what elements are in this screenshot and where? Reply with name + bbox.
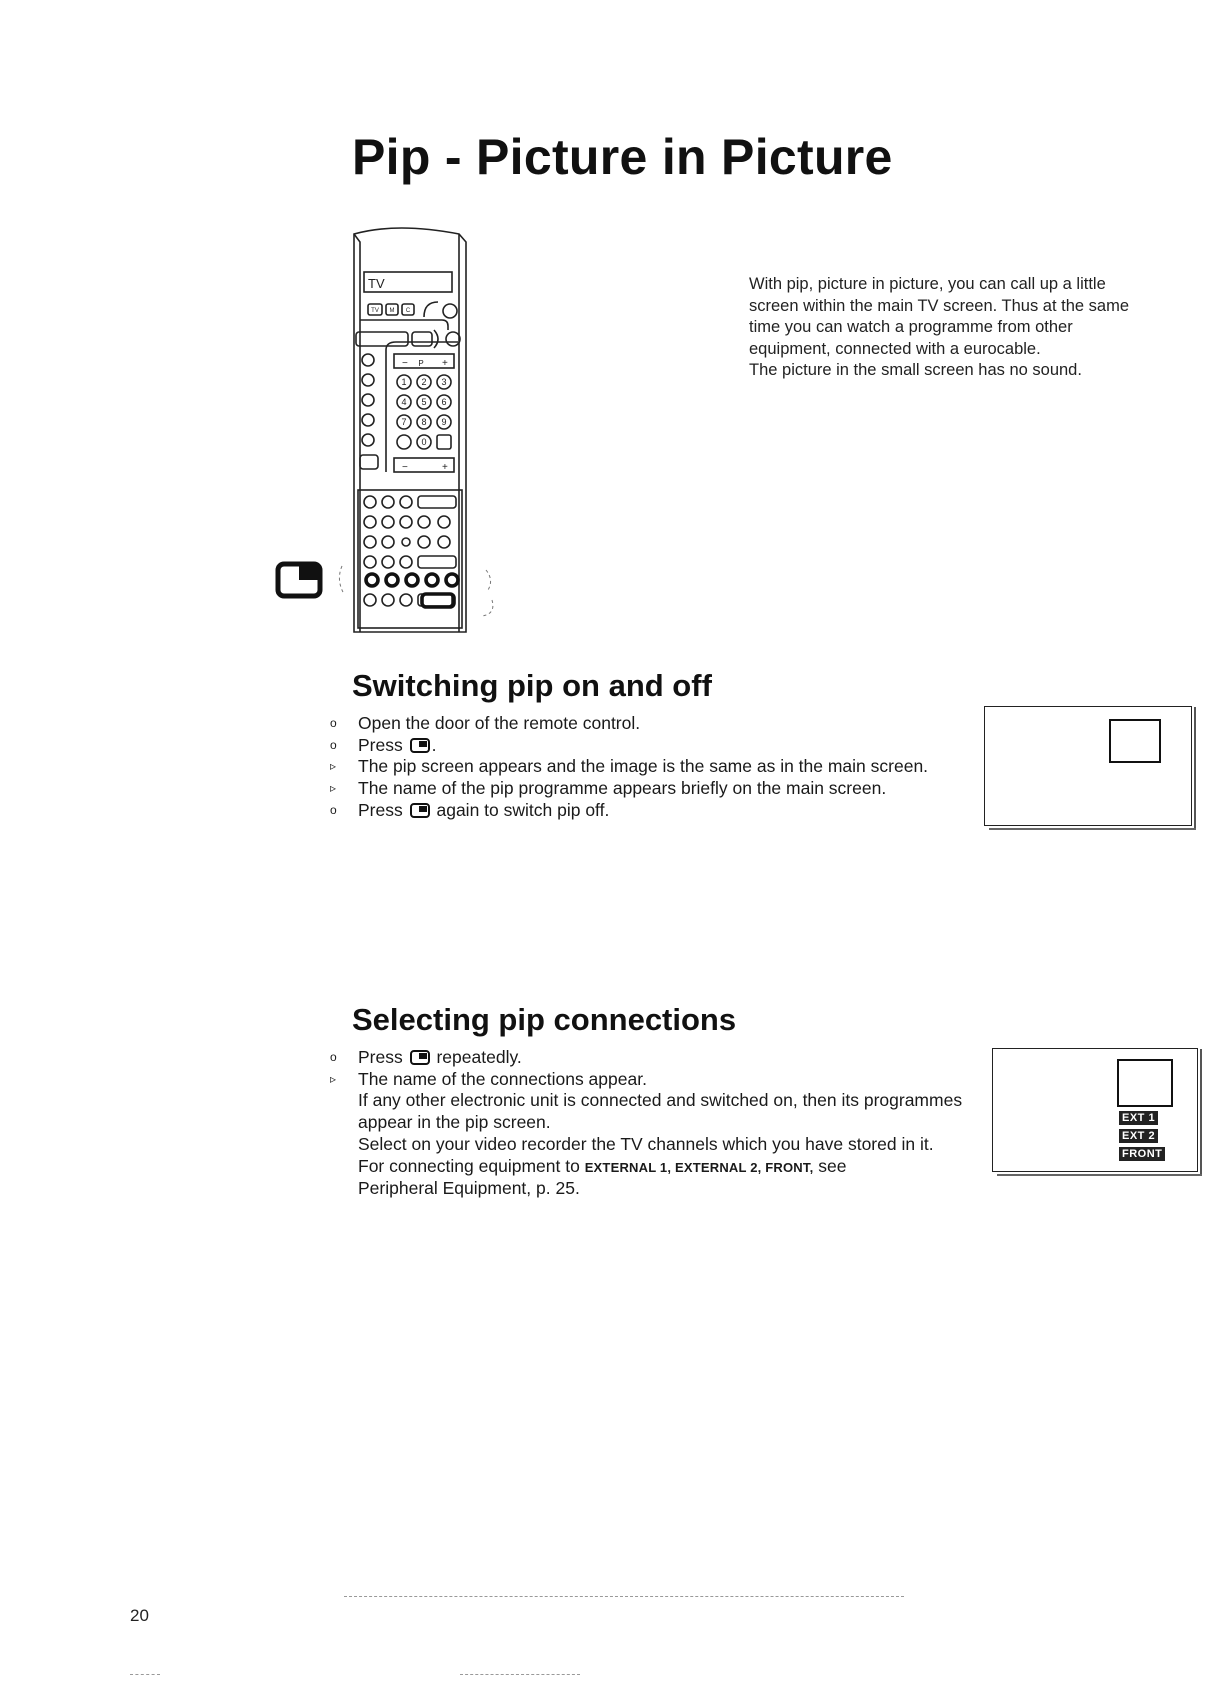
connection-label-ext2: EXT 2 [1119, 1129, 1158, 1143]
tv-screen-connections-illustration [992, 1048, 1198, 1172]
section-title-switching: Switching pip on and off [352, 668, 712, 703]
key-6: 6 [441, 397, 447, 407]
arrow-marker: ▹ [330, 781, 337, 796]
paragraph: Select on your video recorder the TV channels which you have stored in it. [358, 1133, 934, 1154]
connection-label-ext1: EXT 1 [1119, 1111, 1158, 1125]
connection-terms: EXTERNAL 1, EXTERNAL 2, FRONT, [584, 1159, 814, 1175]
paragraph: If any other electronic unit is connected and switched on, then its programmes appear in the pip screen. [358, 1090, 963, 1133]
page-title: Pip - Picture in Picture [352, 129, 893, 185]
connection-label-front: FRONT [1119, 1147, 1165, 1161]
intro-line: The picture in the small screen has no sound. [749, 361, 1082, 379]
page-reference: Peripheral Equipment, p. 25. [358, 1178, 580, 1199]
intro-text [749, 274, 1209, 382]
key-8: 8 [421, 417, 427, 427]
key-9: 9 [441, 417, 447, 427]
list-item: o Press . [330, 734, 437, 755]
scan-artifact [460, 1674, 580, 1676]
intro-line: time you can watch a programme from other [749, 318, 1073, 336]
key-0: 0 [421, 437, 427, 447]
remote-display-label: TV [368, 276, 385, 291]
intro-line: equipment, connected with a eurocable. [749, 339, 1041, 358]
key-3: 3 [441, 377, 447, 387]
pip-icon [410, 738, 430, 753]
scan-artifact [344, 1596, 904, 1598]
list-item: o Press repeatedly. [330, 1047, 522, 1067]
pip-icon [410, 803, 430, 818]
intro-line: With pip, picture in picture, you can call up a little [749, 275, 1106, 293]
list-item: o Open the door of the remote control. [330, 713, 641, 733]
pip-window [1117, 1059, 1173, 1107]
pip-icon [410, 1050, 430, 1065]
connections-steps [330, 1047, 980, 1200]
intro-line: screen within the main TV screen. Thus at the same [749, 296, 1129, 315]
bullet-marker: o [330, 737, 337, 752]
arrow-marker: ▹ [330, 759, 337, 774]
volume-minus-label: − [402, 462, 408, 473]
mini-button-c: C [405, 308, 411, 314]
key-5: 5 [421, 397, 427, 407]
page-number: 20 [130, 1606, 149, 1625]
list-item: o Press again to switch pip off. [330, 799, 610, 820]
list-item: ▹ The name of the connections appear. [330, 1068, 647, 1089]
bullet-marker: o [330, 1050, 337, 1064]
paragraph: For connecting equipment to EXTERNAL 1, EXTERNAL 2, FRONT, see Peripheral Equipment, p. 25. [358, 1155, 847, 1199]
list-item: ▹ The name of the pip programme appears briefly on the main screen. [330, 778, 887, 799]
scan-artifact [130, 1674, 160, 1676]
list-item: ▹ The pip screen appears and the image is the same as in the main screen. [330, 756, 929, 777]
bullet-marker: o [330, 716, 337, 730]
mini-button-m: M [389, 308, 395, 314]
key-1: 1 [401, 377, 407, 387]
section-title-connections: Selecting pip connections [352, 1002, 737, 1037]
pip-window [1109, 719, 1161, 763]
key-2: 2 [421, 377, 427, 387]
remote-control-illustration [272, 222, 512, 642]
tv-screen-illustration [984, 706, 1192, 826]
key-7: 7 [401, 417, 407, 427]
program-bar-label: P [418, 359, 424, 368]
arrow-marker: ▹ [330, 1071, 337, 1086]
volume-plus-label: + [442, 462, 448, 473]
key-4: 4 [401, 397, 407, 407]
switching-steps [330, 713, 960, 822]
program-plus-label: + [442, 358, 448, 369]
bullet-marker: o [330, 802, 337, 817]
program-minus-label: − [402, 358, 408, 369]
mini-button-tv: TV [371, 308, 379, 314]
